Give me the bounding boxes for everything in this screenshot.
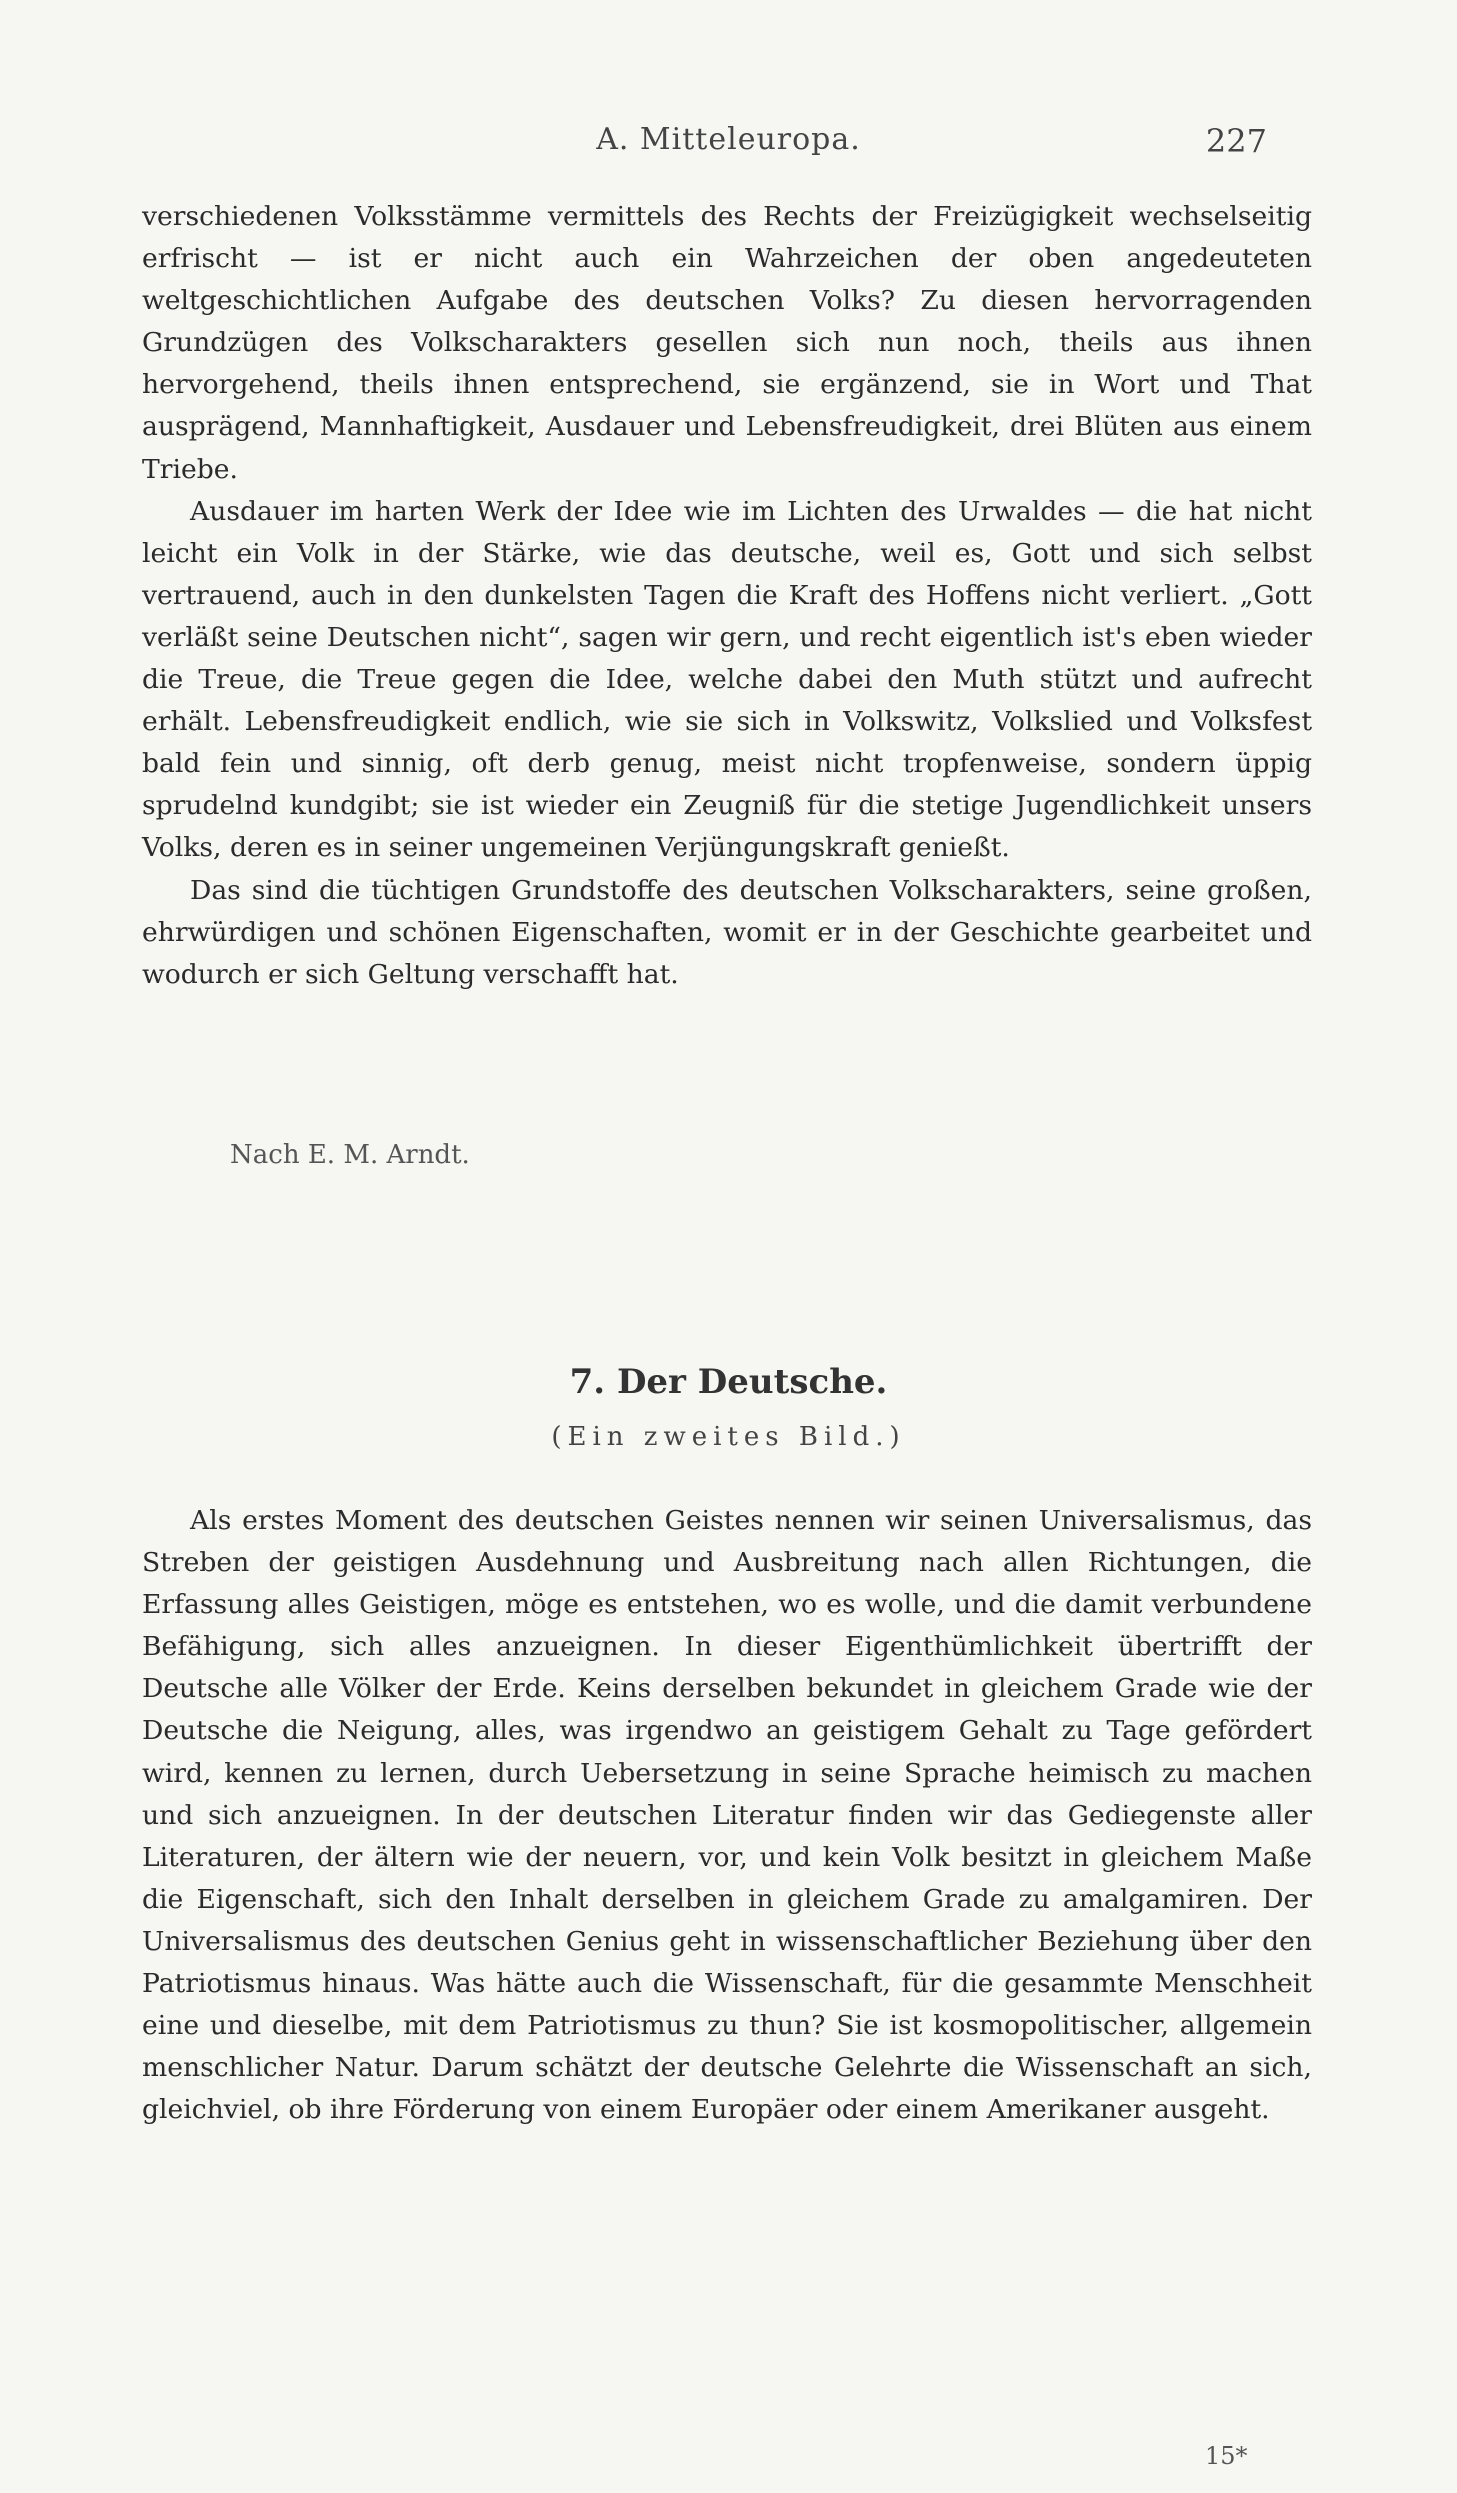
source-attribution: Nach E. M. Arndt. xyxy=(230,1140,470,1170)
paragraph: Ausdauer im harten Werk der Idee wie im Lichten des Urwaldes — die hat nicht leicht ein Volk in der Stärke, wie das deutsche, weil es, Gott und sich selbst vertrauend, auch in den dunkelsten Tagen die Kraft des Hoffens nicht verliert. „Gott verläßt seine Deutschen nicht“, sagen wir gern, und recht eigentlich ist's eben wieder die Treue, die Treue gegen die Idee, welche dabei den Muth stützt und aufrecht erhält. Lebensfreudigkeit endlich, wie sie sich in Volkswitz, Volkslied und Volksfest bald fein und sinnig, oft derb genug, meist nicht tropfenweise, sondern üppig sprudelnd kundgibt; sie ist wieder ein Zeugniß für die stetige Jugendlichkeit unsers Volks, deren es in seiner ungemeinen Verjüngungskraft genießt. xyxy=(142,495,1312,864)
running-title: A. Mitteleuropa. xyxy=(596,122,861,157)
paragraph: verschiedenen Volksstämme vermittels des Rechts der Freizügigkeit wechselseitig erfrischt — ist er nicht auch ein Wahrzeichen der oben angedeuteten weltgeschichtlichen Aufgabe des deutschen Volks? Zu diesen hervorragenden Grundzügen des Volkscharakters gesellen sich nun noch, theils aus ihnen hervorgehend, theils ihnen entsprechend, sie ergänzend, sie in Wort und That ausprägend, Mannhaftigkeit, Ausdauer und Lebensfreudigkeit, drei Blüten aus einem Triebe. xyxy=(142,201,1312,485)
chapter-subtitle: (Ein zweites Bild.) xyxy=(551,1422,906,1452)
paragraph: Das sind die tüchtigen Grundstoffe des deutschen Volkscharakters, seine großen, ehrwürdigen und schönen Eigenschaften, womit er in der Geschichte gearbeitet und wodurch er sich Geltung verschafft hat. xyxy=(142,874,1312,990)
printer-signature: 15* xyxy=(1205,2442,1248,2470)
chapter-title: 7. Der Deutsche. xyxy=(569,1362,888,1402)
paragraph: Als erstes Moment des deutschen Geistes nennen wir seinen Universalismus, das Streben der geistigen Ausdehnung und Ausbreitung nach allen Richtungen, die Erfassung alles Geistigen, möge es entstehen, wo es wolle, und die damit verbundene Befähigung, sich alles anzueignen. In dieser Eigenthümlichkeit übertrifft der Deutsche alle Völker der Erde. Keins derselben bekundet in gleichem Grade wie der Deutsche die Neigung, alles, was irgendwo an geistigem Gehalt zu Tage gefördert wird, kennen zu lernen, durch Uebersetzung in seine Sprache heimisch zu machen und sich anzueignen. In der deutschen Literatur finden wir das Gediegenste aller Literaturen, der ältern wie der neuern, vor, und kein Volk besitzt in gleichem Maße die Eigenschaft, sich den Inhalt derselben in gleichem Grade zu amalgamiren. Der Universalismus des deutschen Genius geht in wissenschaftlicher Beziehung über den Patriotismus hinaus. Was hätte auch die Wissenschaft, für die gesammte Menschheit eine und dieselbe, mit dem Patriotismus zu thun? Sie ist kosmopolitischer, allgemein menschlicher Natur. Darum schätzt der deutsche Gelehrte die Wissenschaft an sich, gleichviel, ob ihre Förderung von einem Europäer oder einem Amerikaner ausgeht. xyxy=(142,1505,1312,2126)
section-one-body xyxy=(142,196,1312,996)
running-head xyxy=(0,122,1457,162)
page-number: 227 xyxy=(1205,122,1267,160)
section-two-body xyxy=(142,1500,1312,2131)
